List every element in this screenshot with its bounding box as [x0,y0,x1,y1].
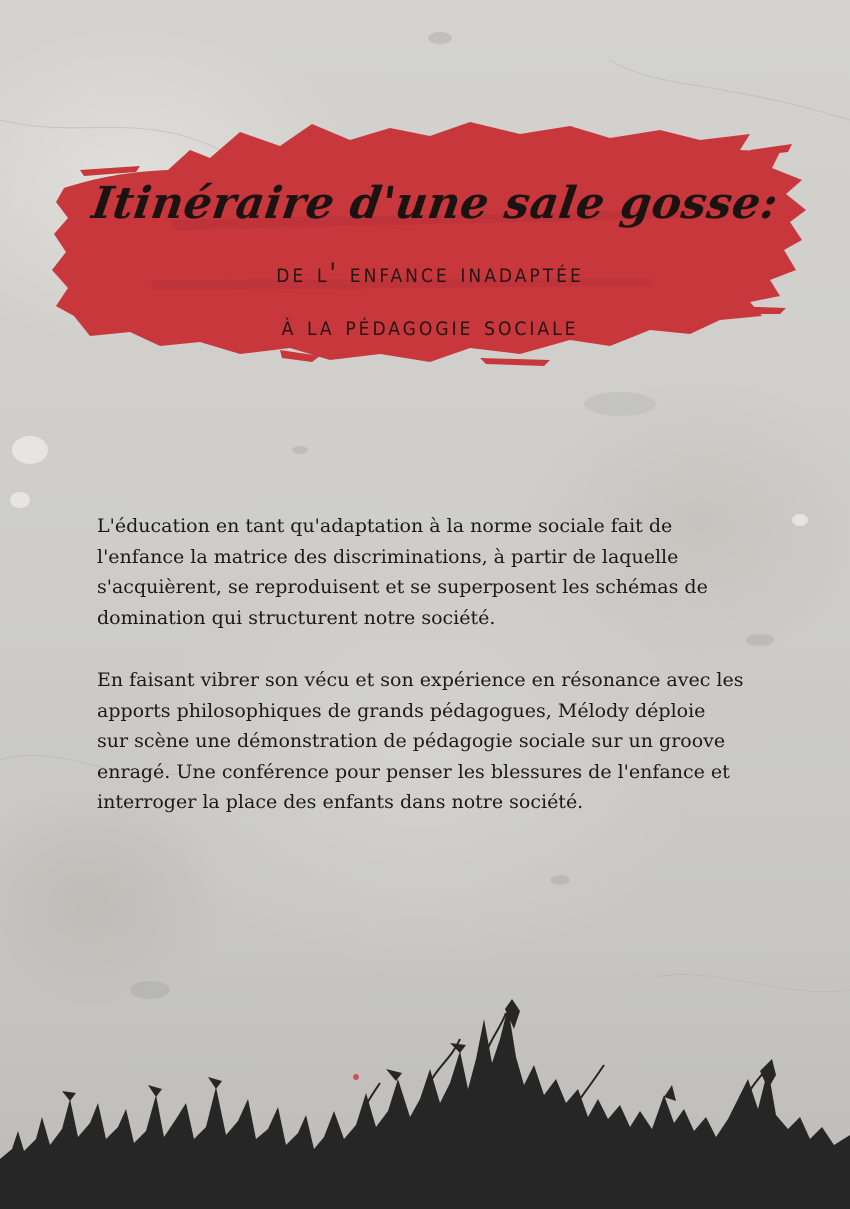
paragraph-1-line: domination qui structurent notre société. [97,606,496,629]
paragraph-1-line: L'éducation en tant qu'adaptation à la norme sociale fait de [97,515,673,537]
paragraph-2-line: enragé. Une conférence pour penser les blessures de l'enfance et [97,760,730,783]
paragraph-1-line: s'acquièrent, se reproduisent et se superposent les schémas de [97,576,708,598]
paragraph-2-line: sur scène une démonstration de pédagogie sociale sur un groove [97,730,726,752]
paragraph-1-line: l'enfance la matrice des discriminations, à partir de laquelle [97,545,679,568]
paragraph-1 [97,511,787,633]
poster-subtitle-line-1: de l' enfance inadaptée [276,258,584,289]
paragraph-2-line: apports philosophiques de grands pédagogues, Mélody déploie [97,699,706,722]
poster-subtitle-line-2: à la pédagogie sociale [281,311,579,342]
grass-silhouette [0,999,850,1209]
paragraph-2-line: interroger la place des enfants dans notre société. [97,791,584,813]
poster-title: Itinéraire d'une sale gosse: [88,178,782,229]
paragraph-2-line: En faisant vibrer son vécu et son expérience en résonance avec les [97,669,744,691]
paragraph-2 [97,665,787,818]
